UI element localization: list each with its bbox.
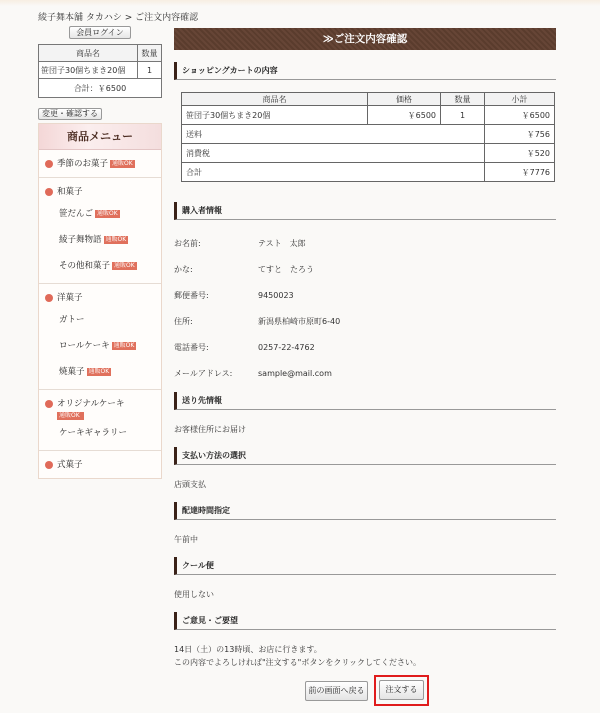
menu-item-sasadango[interactable] [39,201,161,227]
cart-header-name: 商品名 [182,93,368,106]
table-row [182,106,555,125]
menu-item-label: ロールケーキ [59,341,110,351]
buyer-kana-label: かな: [174,265,193,274]
member-login-button[interactable]: 会員ログイン [69,26,131,39]
cart-item-subtotal: ￥6500 [485,106,555,125]
shipto-section-heading: 送り先情報 [174,392,556,410]
buyer-address-label: 住所: [174,317,193,326]
bullet-icon [45,294,53,302]
buyer-email-row [174,368,332,379]
shipping-label: 送料 [182,125,485,144]
comments-section-heading: ご意見・ご要望 [174,612,556,630]
back-button[interactable]: 前の画面へ戻る [305,681,368,701]
menu-item-yogashi[interactable] [39,289,161,307]
buyer-email-value: sample@mail.com [258,369,332,378]
buyer-email-label: メールアドレス: [174,369,233,378]
page-title: ≫ご注文内容確認 [174,28,556,50]
menu-item-label: 洋菓子 [57,293,83,303]
menu-item-label: 焼菓子 [59,367,85,377]
menu-item-label: 式菓子 [57,460,83,470]
buyer-kana-row [174,264,314,275]
tax-value: ￥520 [485,144,555,163]
mini-cart-row [39,62,162,79]
buyer-address-value: 新潟県柏崎市原町6-40 [258,317,341,326]
delivery-value: 午前中 [174,535,198,544]
menu-item-wagashi[interactable] [39,183,161,201]
comment-line-1: 14日（土）の13時頃、お店に行きます。 [174,645,322,654]
mini-cart-item-qty: 1 [138,62,162,79]
mail-order-badge: 通販OK [57,412,84,420]
payment-value: 店頭支払 [174,480,206,489]
order-button[interactable]: 注文する [379,680,424,700]
cart-item-qty: 1 [441,106,485,125]
cart-section-heading: ショッピングカートの内容 [174,62,556,80]
bullet-icon [45,461,53,469]
comment-line-2: この内容でよろしければ"注文する"ボタンをクリックしてください。 [174,658,422,667]
menu-item-label: ケーキギャラリー [59,428,128,438]
mini-cart-header-qty: 数量 [138,45,162,62]
buyer-zip-row [174,290,294,301]
payment-section-heading: 支払い方法の選択 [174,447,556,465]
menu-item-label: 綾子舞物語 [59,235,102,245]
cool-value: 使用しない [174,590,214,599]
buyer-address-row [174,316,340,327]
buyer-kana-value: てすと たろう [258,265,314,274]
mini-cart-header-name: 商品名 [39,45,138,62]
shipping-value: ￥756 [485,125,555,144]
buyer-phone-row [174,342,315,353]
buyer-phone-value: 0257-22-4762 [258,343,315,352]
cart-header-qty: 数量 [441,93,485,106]
product-menu [38,123,162,479]
breadcrumb: 綾子舞本舗 タカハシ > ご注文内容確認 [38,13,199,23]
mail-order-badge: 通販OK [97,210,118,217]
cart-item-name: 笹団子30個ちまき20個 [182,106,368,125]
menu-item-shikigashi[interactable] [39,456,161,474]
buyer-zip-label: 郵便番号: [174,291,209,300]
buyer-name-row [174,238,306,249]
bullet-icon [45,160,53,168]
buyer-name-value: テスト 太郎 [258,239,306,248]
cart-item-price: ￥6500 [368,106,441,125]
mail-order-badge: 通販OK [112,160,133,167]
menu-item-label: 笹だんご [59,209,94,219]
menu-item-label: 季節のお菓子 [57,159,109,169]
buyer-zip-value: 9450023 [258,291,294,300]
tax-label: 消費税 [182,144,485,163]
menu-item-cake-gallery[interactable] [39,420,161,446]
mail-order-badge: 通販OK [88,368,110,375]
menu-item-gateau[interactable] [39,307,161,333]
buyer-section-heading: 購入者情報 [174,202,556,220]
product-menu-title: 商品メニュー [39,124,161,150]
cart-header-subtotal: 小計 [485,93,555,106]
menu-item-label: その他和菓子 [59,261,111,271]
total-value: ￥7776 [485,163,555,182]
mail-order-badge: 通販OK [114,262,135,269]
top-band [0,0,600,6]
menu-item-yakigashi[interactable] [39,359,161,385]
buyer-name-label: お名前: [174,239,201,248]
menu-item-original-cake[interactable] [39,395,161,413]
mail-order-badge: 通販OK [113,342,135,349]
menu-item-rollcake[interactable] [39,333,161,359]
shipto-value: お客様住所にお届け [174,425,246,434]
menu-item-ayakomai[interactable] [39,227,161,253]
menu-item-other-wagashi[interactable] [39,253,161,279]
mini-cart-table [38,44,162,98]
mini-cart-total: 合計：￥6500 [39,79,162,98]
menu-item-label: オリジナルケーキ [57,399,125,409]
cool-section-heading: クール便 [174,557,556,575]
total-label: 合計 [182,163,485,182]
cart-header-price: 価格 [368,93,441,106]
table-row [182,163,555,182]
table-row [182,125,555,144]
mini-cart-item-name: 笹団子30個ちまき20個 [39,62,138,79]
change-confirm-button[interactable]: 変更・確認する [38,108,102,120]
sidebar [38,26,162,479]
menu-item-label: 和菓子 [57,187,83,197]
cart-table [181,92,555,182]
buyer-phone-label: 電話番号: [174,343,209,352]
bullet-icon [45,400,53,408]
mail-order-badge: 通販OK [105,236,127,243]
menu-item-seasonal[interactable] [39,155,161,173]
table-row [182,144,555,163]
delivery-section-heading: 配達時間指定 [174,502,556,520]
menu-item-label: ガトー [59,315,85,325]
bullet-icon [45,188,53,196]
